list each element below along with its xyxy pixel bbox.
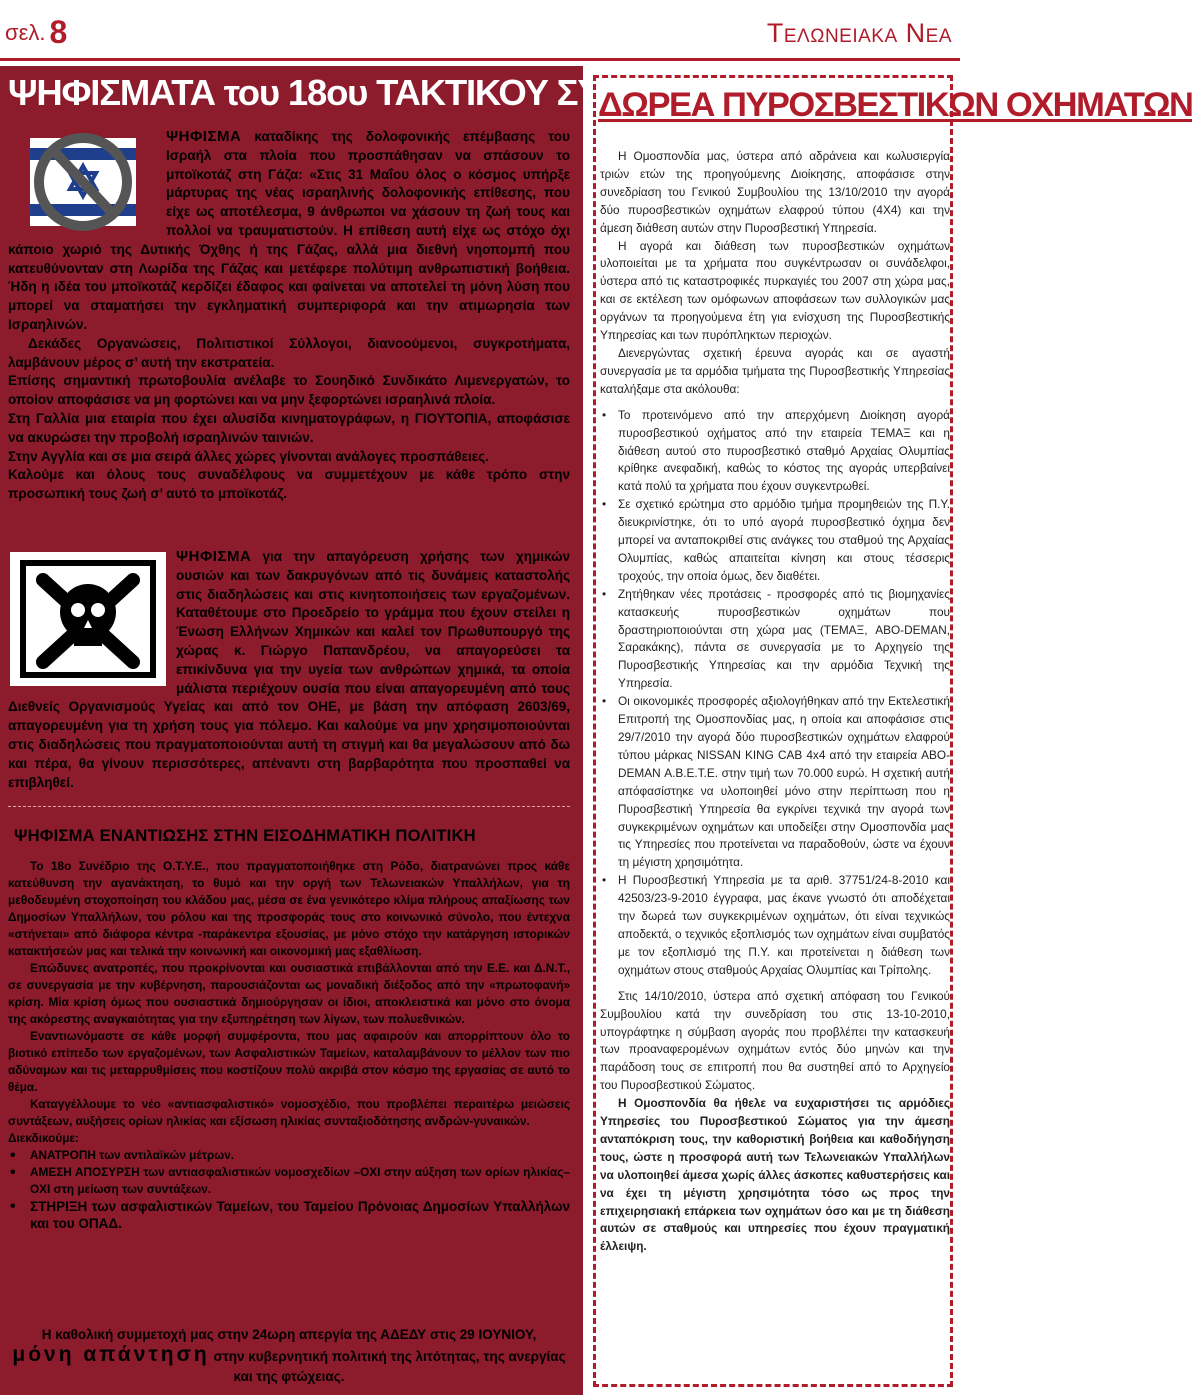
donation-thanks: Η Ομοσπονδία θα ήθελε να ευχαριστήσει τις αρμόδιες Υπηρεσίες του Πυροσβεστικού Σώματος για την άμεση ανταπόκριση τους, την καθοριστική βοήθεια και καθοδήγηση τους, ώστε η προσφορά αυτή των Τελωνειακών Υπαλλήλων να υλοποιηθεί άμεσα χωρίς άλλες άσκοπες καθυστερήσεις και να έχει τη μέγιστη χρησιμότητα τόσο ως προς την επιχειρησιακή επάρκεια των οχημάτων όσο και με τη διάθεση αυτών σε σταθμούς και υπηρεσίες που έχουν πραγματική έλλειψη. [600,1096,950,1254]
donation-title: ΔΩΡΕΑ ΠΥΡΟΣΒΕΣΤΙΚΩΝ ΟΧΗΜΑΤΩΝ [598,86,1192,124]
gaza-text-1: καταδίκης της δολοφονικής επέμβασης του Ισραήλ στα πλοία που προσπάθησαν να σπάσουν το μποϊκοτάζ στη Γάζα: «Στις 31 Μαΐου όλος ο κόσμος υπήρξε μάρτυρας της νέας ισραηλινής δολοφονικής επίθεσης, που είχε ως αποτέλεσμα, 9 άνθρωποι να χάσουν τη ζωή τους και πολλοί να τραυματιστούν. Η επίθεση αυτή είχε ως στόχο όχι κάποιο χωριό της Δυτικής Όχθης ή της Γάζας, αλλά μια διεθνή νηοπομπή που κατευθύνονταν στη Λωρίδα της Γάζας και μετέφερε πολύτιμη ανθρωπιστική βοήθεια. Ήδη η ιδέα του μποϊκοτάζ κερδίζει έδαφος και φαίνεται να αποτελεί τη μόνη λύση που μπορεί να σταματήσει την εγκληματική συμπεριφορά και την ατιμωρησία των Ισραηλινών. [8,129,570,332]
list-item: • ΣΤΗΡΙΞΗ των ασφαλιστικών Ταμείων, του Ταμείου Πρόνοιας Δημοσίων Υπαλλήλων και του ΟΠΑΔ. [30,1198,570,1232]
gaza-text-5: Στην Αγγλία και σε μια σειρά άλλες χώρες γίνονται ανάλογες προσπάθειες. [8,448,489,464]
closing-statement [8,1325,570,1387]
chemicals-text: για την απαγόρευση χρήσης των χημικών ουσιών και των δακρυγόνων από τις δυνάμεις καταστολής στις διαδηλώσεις και στις κινητοποιήσεις των εργαζομένων. Καταθέτουμε στο Προεδρείο το γράμμα που έχουν στείλει η Ένωση Ελλήνων Χημικών και καλεί τον Πρωθυπουργό της χώρας κ. Γιώργο Παπανδρέου, να απαγορεύσει τα επικίνδυνα για την υγεία των ανθρώπων χημικά, τα οποία μάλιστα περιέχουν ουσία που είναι απαγορευμένη από τους Διεθνείς Οργανισμούς Υγείας και από τον ΟΗΕ, με βάση την απόφαση 2603/69, απαγορευμένη για τη χρήση τους για πόλεμο. Και καλούμε να μην χρησιμοποιούνται στις διαδηλώσεις που πραγματοποιούνται αυτή τη στιγμή και θα μεγαλώσουν από δω και πέρα, θα γίνουν περισσότερες, απέναντι στη βαρβαρότητα που προσπαθεί να επιβληθεί. [8,549,570,790]
resolution-income-policy [8,858,570,1232]
closing-line-1: Η καθολική συμμετοχή μας στην 24ωρη απεργία της ΑΔΕΔΥ στις 29 ΙΟΥΝΙΟΥ, [41,1327,537,1342]
resolutions-title: ΨΗΦΙΣΜΑΤΑ του 18ου ΤΑΚΤΙΚΟΥ ΣΥΝΕΔΡΙΟΥ [8,72,756,113]
gaza-text-6: Καλούμε και όλους τους συναδέλφους να συμμετέχουν με κάθε τρόπο στην προσωπική τους ζωή σ’ αυτό το μποϊκοτάζ. [8,467,570,502]
page-prefix: σελ. [5,20,46,45]
donation-list [600,407,950,980]
page-number-value: 8 [49,14,68,50]
demand-label: Διεκδικούμε: [8,1131,79,1145]
gaza-text-4: Στη Γαλλία μια εταιρία που έχει αλυσίδα κινηματογράφων, η ΓΙΟΥΤΟΠΙΑ, αποφάσισε να ακυρώσει την προβολή ισραηλινών ταινιών. [8,410,570,445]
list-item: • Η Πυροσβεστική Υπηρεσία με τα αριθ. 37751/24-8-2010 και 42503/23-9-2010 έγγραφα, μας έκανε γνωστό ότι αποδέχεται την δωρεά των συγκεκριμένων οχημάτων, ότι είναι τεχνικώς αποδεκτά, ο τεχνικός εξοπλισμός των οχημάτων είναι συμβατός με τον εξοπλισμό της Π.Υ. και προτείνεται η διάθεση των οχημάτων στους σταθμούς Αρχαίας Ολυμπίας και Τρίπολης. [618,872,950,979]
donation-article [600,148,950,1256]
resolution-gaza [8,128,570,504]
list-item: • ΑΝΑΤΡΟΠΗ των αντιλαϊκών μέτρων. [30,1147,570,1164]
donation-text-4: Στις 14/10/2010, ύστερα από σχετική απόφαση του Γενικού Συμβουλίου κατά την συνεδρίαση του στις 13-10-2010, υπογράφτηκε η σύμβαση αγοράς που προβλέπει την κατασκευή των προαναφερομένων οχημάτων εντός δύο μηνών και την παράδοση τους σε επιτροπή που θα συστηθεί από το Αρχηγείο του Πυροσβεστικού Σώματος. [600,988,950,1093]
page-number [5,14,67,51]
list-item: • Οι οικονομικές προσφορές αξιολογήθηκαν από την Εκτελεστική Επιτροπή της Ομοσπονδίας μας, η οποία και αποφάσισε στις 29/7/2010 την αγορά δύο πυροσβεστικών οχημάτων ελαφρού τύπου μάρκας NISSAN KING CAB 4x4 από την εταιρεία ABO-DEMAN Α.Β.Ε.Τ.Ε. στην τιμή των 70.000 ευρώ. Η σχετική αυτή απόφασίστηκε να υλοποιηθεί μόνο στην περίπτωση που η Πυροσβεστική Υπηρεσία θα εγκρίνει τεχνικά την αγορά των συγκεκριμένων οχημάτων και υποδείξει στην Ομοσπονδία μας τις Υπηρεσίες που προτείνεται να παραδοθούν, ώστε να έχουν τη μέγιστη χρησιμότητα. [618,693,950,872]
donation-text-2: Η αγορά και διάθεση των πυροσβεστικών οχημάτων υλοποιείται με τα χρήματα που συγκέντρωσαν οι συνάδελφοι, ύστερα από τις καταστροφικές πυρκαγιές του 2007 στη χώρα μας, και σε εκτέλεση των ομόφωνων αποφάσεων των συλλογικών μας οργάνων τα προηγούμενα έτη για ενίσχυση της Πυροσβεστικής Υπηρεσίας και των πυρόπληκτων περιοχών. [600,238,950,343]
income-text-1: Το 18ο Συνέδριο της Ο.Τ.Υ.Ε., που πραγματοποιήθηκε στη Ρόδο, διατρανώνει προς κάθε κατεύθυνση την αγανάκτηση, το θυμό και την οργή των Τελωνειακών Υπαλλήλων, για τη μεθοδευμένη στοχοποίηση του κλάδου μας, μέσα σε ένα γενικότερο κλίμα πλήρους απαξίωσης των Δημοσίων Υπαλλήλων, του ρόλου και της προσφοράς τους στο κοινωνικό σύνολο, που έντεχνα «στήνεται» από διάφορα κέντρα -παράκεντρα εξουσίας, με μόνο στόχο την κατάργηση ιστορικών κατακτήσεών μας και τελικά την κοινωνική και οικονομική μας εξαθλίωση. [8,859,570,958]
publication-title: Τελωνειακα Νεα [766,18,952,48]
list-item: • Το προτεινόμενο από την απερχόμενη Διοίκηση αγορά πυροσβεστικού οχήματος από την εταιρεία ΤΕΜΑΞ και η διάθεση αυτού στο πυροσβεστικό σταθμό Αρχαίας Ολυμπίας κρίθηκε ανεφαδική, καθώς το κόστος της αγοράς υπερβαίνει κατά πολύ τα χρήματα που έχουν συγκεντρωθεί. [618,407,950,497]
no-israel-flag-icon [8,130,158,234]
income-text-4: Καταγγέλλουμε το νέο «αντιασφαλιστικό» νομοσχέδιο, που προβλέπει περαιτέρω μειώσεις συντάξεων, αυξήσεις ορίων ηλικίας και εξίσωση ηλικίας συνταξιοδότησης ανδρών-γυναικών. [8,1097,570,1128]
resolution-keyword: ΨΗΦΙΣΜΑ [166,128,242,145]
section-divider [8,806,570,807]
income-text-3: Εναντιωνόμαστε σε κάθε μορφή συμφέροντα, που μας αφαιρούν και απορρίπτουν όλο το βιοτικό επίπεδο των εργαζομένων, των Ασφαλιστικών Ταμείων, καταλαμβάνουν το μέλλον των πιο αδύναμων και τις μεταρρυθμίσεις που κοστίζουν πολύ ακριβά στον κόσμο της εργασίας σε αυτό το θέμα. [8,1029,570,1094]
donation-text-3: Διενεργώντας σχετική έρευνα αγοράς και σε αγαστή συνεργασία με τα αρμόδια τμήματα της Πυροσβεστικής Υπηρεσίας καταλήξαμε στα ακόλουθα: [600,345,950,396]
income-text-2: Επώδυνες ανατροπές, που προκρίνονται και ουσιαστικά επιβάλλονται από την Ε.Ε. και Δ.Ν.Τ., σε συνεργασία με την κυβέρνηση, παρουσιάζονται ως μοναδική διέξοδος από την «πρωτοφανή» κρίση. Μία κρίση όμως που ουσιαστικά δημιούργησαν οι ίδιοι, αποκλειστικά και μόνο στο όνομα της ακόρεστης αναγκαιότητας για την εξυπηρέτηση των λίγων, των πολυεθνικών. [8,961,570,1026]
closing-emphasis: μόνη απάντηση [12,1343,210,1366]
list-item: • ΑΜΕΣΗ ΑΠΟΣΥΡΣΗ των αντιασφαλιστικών νομοσχεδίων –ΟΧΙ στην αύξηση των ορίων ηλικίας– ΟΧΙ στη μείωση των συντάξεων. [30,1164,570,1198]
income-policy-title: ΨΗΦΙΣΜΑ ΕΝΑΝΤΙΩΣΗΣ ΣΤΗΝ ΕΙΣΟΔΗΜΑΤΙΚΗ ΠΟΛΙΤΙΚΗ [14,826,476,845]
list-item: • Σε σχετικό ερώτημα στο αρμόδιο τμήμα προμηθειών της Π.Υ. διευκρινίστηκε, ότι το υπό αγορά πυροσβεστικό όχημα δεν μπορεί να ανταποκριθεί στις ανάγκες του σταθμού της Αρχαίας Ολυμπίας, καθώς απαιτείται κίνηση και στους τέσσερις τροχούς, την οποία όμως, δεν διαθέτει. [618,496,950,586]
gaza-text-3: Επίσης σημαντική πρωτοβουλία ανέλαβε το Σουηδικό Συνδικάτο Λιμενεργατών, το οποίον αποφάσισε να μη φορτώνει και να μην ξεφορτώνει ισραηλινά πλοία. [8,373,570,408]
resolution-keyword-2: ΨΗΦΙΣΜΑ [176,548,252,565]
list-item: • Ζητήθηκαν νέες προτάσεις - προσφορές από τις βιομηχανίες κατασκευής πυροσβεστικών οχημάτων που δραστηριοποιούνται στη χώρα μας (ΤΕΜΑΞ, ABO-DEMAN, Σαρακάκης), πάντα σε συνεργασία με το Αρχηγείο της Πυροσβεστικής Υπηρεσίας και την αρμόδια Τεχνική της Υπηρεσία. [618,586,950,693]
gaza-text-2: Δεκάδες Οργανώσεις, Πολιτιστικοί Σύλλογοι, διανοούμενοι, συγκροτήματα, λαμβάνουν μέρος σ’ αυτή την εκστρατεία. [8,335,570,370]
closing-line-2: στην κυβερνητική πολιτική της λιτότητας, της ανεργίας και της φτώχειας. [209,1349,566,1384]
donation-text-1: Η Ομοσπονδία μας, ύστερα από αδράνεια και κωλυσιεργία τριών ετών της προηγούμενης Διοίκησης, αποφάσισε στην συνεδρίαση του Γενικού Συμβουλίου της 13/10/2010 την αγορά δύο πυροσβεστικών οχημάτων ελαφρού τύπου (4Χ4) και την άμεση διάθεση αυτών στην Πυροσβεστική Υπηρεσία. [600,149,950,235]
skull-crossbones-icon [8,550,168,688]
demands-list [8,1147,570,1232]
header-divider [0,58,960,61]
resolution-chemicals [8,548,570,792]
